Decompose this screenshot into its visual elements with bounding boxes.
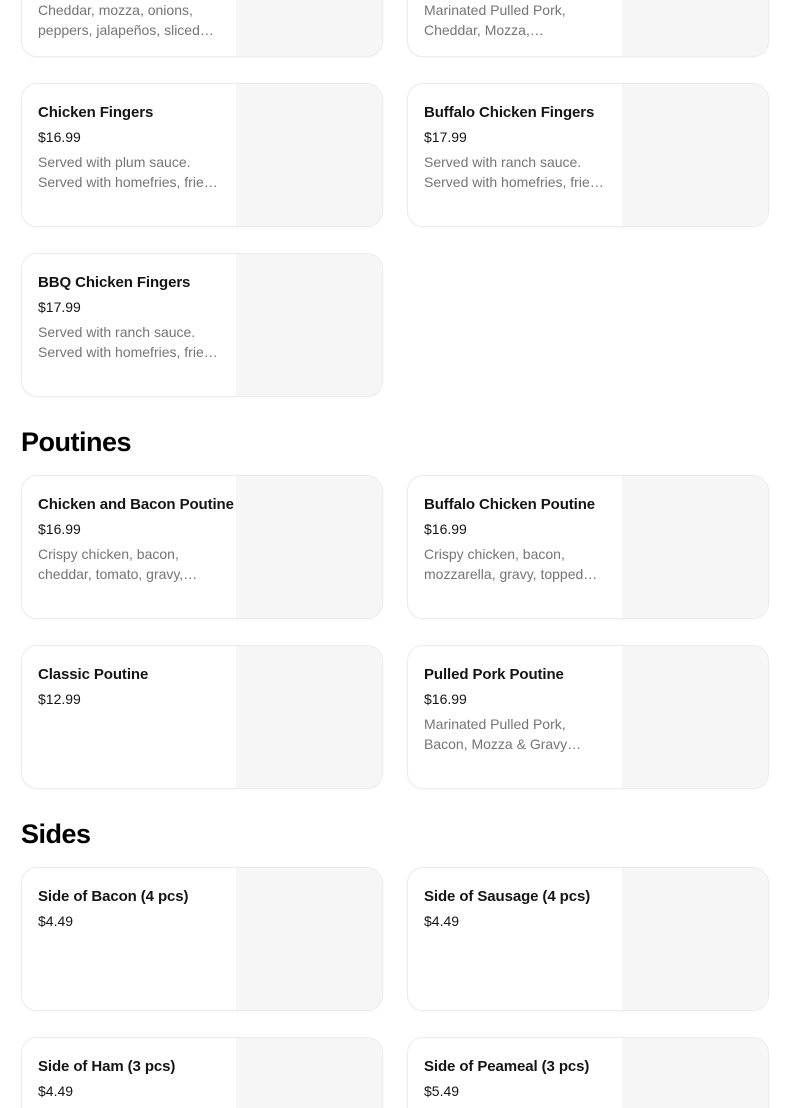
item-title: Classic Poutine xyxy=(38,666,149,683)
item-description-line: Cheddar, mozza, onions, xyxy=(38,2,193,18)
item-description xyxy=(424,0,624,40)
menu-item-card[interactable] xyxy=(21,83,383,227)
item-image-placeholder xyxy=(236,476,382,618)
item-image-placeholder xyxy=(236,254,382,396)
item-description xyxy=(424,152,624,192)
menu-item-card[interactable] xyxy=(407,1037,769,1108)
item-description-line: Served with ranch sauce. xyxy=(424,154,582,170)
menu-item-info xyxy=(408,84,623,226)
menu-item-info xyxy=(22,1038,237,1108)
empty-grid-slot xyxy=(407,253,769,397)
item-image-placeholder xyxy=(622,0,768,56)
menu-item-card[interactable] xyxy=(21,1037,383,1108)
item-description xyxy=(38,152,238,192)
item-title: Side of Sausage (4 pcs) xyxy=(424,888,591,905)
item-description-line: Marinated Pulled Pork, xyxy=(424,2,566,18)
item-description-line: Served with homefries, frie… xyxy=(424,174,604,190)
item-title: Pulled Pork Poutine xyxy=(424,666,564,683)
menu-item-info xyxy=(22,254,237,396)
item-price: $5.49 xyxy=(424,1083,460,1099)
item-image-placeholder xyxy=(622,646,768,788)
item-price: $16.99 xyxy=(38,129,81,145)
item-price: $4.49 xyxy=(38,913,74,929)
item-image-placeholder xyxy=(622,476,768,618)
item-description-line: Served with ranch sauce. xyxy=(38,324,196,340)
menu-item-card[interactable] xyxy=(407,645,769,789)
item-title: Side of Bacon (4 pcs) xyxy=(38,888,189,905)
menu-row xyxy=(21,253,790,397)
menu-item-card[interactable] xyxy=(21,867,383,1011)
menu-row xyxy=(21,867,790,1011)
item-price: $16.99 xyxy=(424,691,467,707)
menu-item-info xyxy=(408,1038,623,1108)
menu-row xyxy=(21,1037,790,1108)
menu-item-card[interactable] xyxy=(407,867,769,1011)
item-title: BBQ Chicken Fingers xyxy=(38,274,191,291)
item-description-line: peppers, jalapeños, sliced… xyxy=(38,22,214,38)
menu-item-card[interactable] xyxy=(21,475,383,619)
menu-item-card[interactable] xyxy=(21,0,383,57)
menu-item-info xyxy=(22,84,237,226)
item-image-placeholder xyxy=(236,1038,382,1108)
item-description xyxy=(424,544,624,584)
item-title: Side of Ham (3 pcs) xyxy=(38,1058,176,1075)
item-description xyxy=(424,714,624,754)
item-price: $17.99 xyxy=(38,299,81,315)
item-price: $17.99 xyxy=(424,129,467,145)
item-title: Chicken Fingers xyxy=(38,104,154,121)
item-description xyxy=(38,544,238,584)
item-image-placeholder xyxy=(236,868,382,1010)
item-title: Buffalo Chicken Poutine xyxy=(424,496,596,513)
item-image-placeholder xyxy=(236,0,382,56)
item-price: $4.49 xyxy=(424,913,460,929)
menu-item-info xyxy=(408,868,623,1010)
menu-row xyxy=(21,0,790,57)
menu-item-info xyxy=(408,476,623,618)
item-description-line: Marinated Pulled Pork, xyxy=(424,716,566,732)
item-description-line: Served with plum sauce. xyxy=(38,154,191,170)
menu-item-info xyxy=(408,646,623,788)
menu-item-info xyxy=(22,646,237,788)
item-description-line: Served with homefries, frie… xyxy=(38,174,218,190)
menu-item-info xyxy=(408,0,623,56)
menu-row xyxy=(21,645,790,789)
menu-row xyxy=(21,83,790,227)
item-description xyxy=(38,0,238,40)
item-image-placeholder xyxy=(622,1038,768,1108)
item-price: $4.49 xyxy=(38,1083,74,1099)
item-description-line: Cheddar, Mozza,… xyxy=(424,22,544,38)
item-image-placeholder xyxy=(236,84,382,226)
menu-item-info xyxy=(22,868,237,1010)
item-description-line: mozzarella, gravy, topped… xyxy=(424,566,598,582)
menu-item-card[interactable] xyxy=(407,475,769,619)
item-image-placeholder xyxy=(236,646,382,788)
item-price: $12.99 xyxy=(38,691,81,707)
section-heading-sides: Sides xyxy=(21,819,91,849)
menu-item-card[interactable] xyxy=(407,0,769,57)
menu-row xyxy=(21,475,790,619)
item-description-line: Crispy chicken, bacon, xyxy=(38,546,179,562)
item-title: Side of Peameal (3 pcs) xyxy=(424,1058,590,1075)
item-title: Chicken and Bacon Poutine xyxy=(38,496,234,513)
item-description-line: Served with homefries, frie… xyxy=(38,344,218,360)
item-description-line: cheddar, tomato, gravy,… xyxy=(38,566,198,582)
item-description xyxy=(38,322,238,362)
item-price: $16.99 xyxy=(424,521,467,537)
item-title: Buffalo Chicken Fingers xyxy=(424,104,595,121)
item-description-line: Bacon, Mozza & Gravy… xyxy=(424,736,582,752)
menu-item-info xyxy=(22,0,237,56)
item-image-placeholder xyxy=(622,84,768,226)
menu-item-card[interactable] xyxy=(21,645,383,789)
menu-item-card[interactable] xyxy=(407,83,769,227)
menu-item-card[interactable] xyxy=(21,253,383,397)
menu-item-info xyxy=(22,476,237,618)
item-image-placeholder xyxy=(622,868,768,1010)
item-price: $16.99 xyxy=(38,521,81,537)
item-description-line: Crispy chicken, bacon, xyxy=(424,546,565,562)
section-heading-poutines: Poutines xyxy=(21,427,132,457)
